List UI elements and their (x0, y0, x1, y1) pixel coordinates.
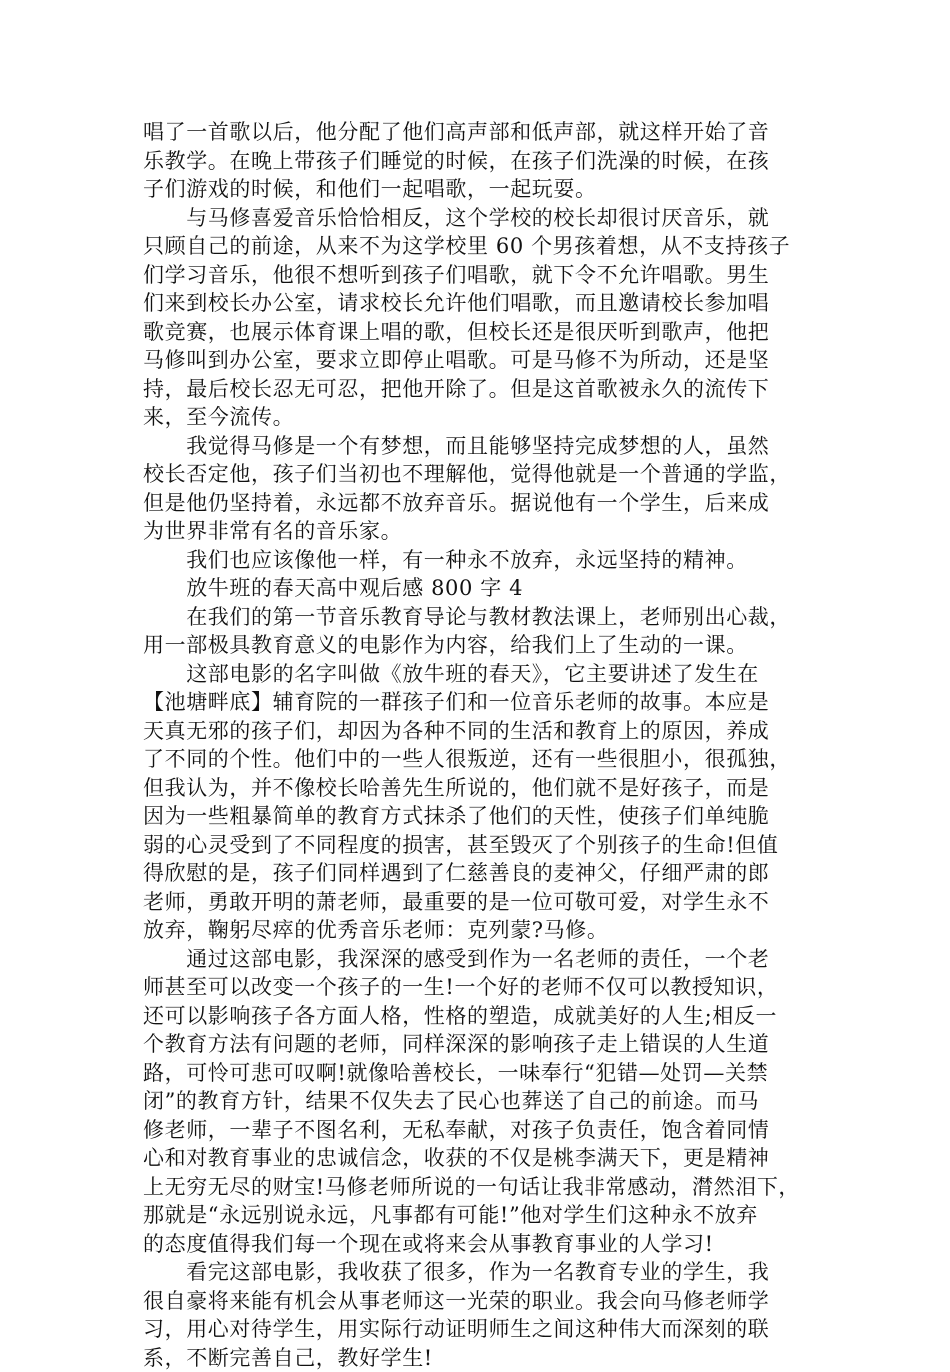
text-line: 老师，勇敢开明的萧老师，最重要的是一位可敬可爱，对学生永不 (143, 888, 813, 917)
text-line: 闭”的教育方针，结果不仅失去了民心也葬送了自己的前途。而马 (143, 1087, 813, 1116)
text-line: 这部电影的名字叫做《放牛班的春天》，它主要讲述了发生在 (143, 660, 813, 689)
text-line: 路，可怜可悲可叹啊!就像哈善校长，一味奉行“犯错—处罚—关禁 (143, 1059, 813, 1088)
text-line: 歌竞赛，也展示体育课上唱的歌，但校长还是很厌听到歌声，他把 (143, 318, 813, 347)
text-line: 习，用心对待学生，用实际行动证明师生之间这种伟大而深刻的联 (143, 1315, 813, 1344)
text-line: 唱了一首歌以后，他分配了他们高声部和低声部，就这样开始了音 (143, 118, 813, 147)
text-line: 用一部极具教育意义的电影作为内容，给我们上了生动的一课。 (143, 631, 813, 660)
text-line: 我觉得马修是一个有梦想，而且能够坚持完成梦想的人，虽然 (143, 432, 813, 461)
text-line: 那就是“永远别说永远，凡事都有可能!”他对学生们这种永不放弃 (143, 1201, 813, 1230)
text-line: 心和对教育事业的忠诚信念，收获的不仅是桃李满天下，更是精神 (143, 1144, 813, 1173)
text-line: 系，不断完善自己，教好学生! (143, 1344, 813, 1372)
text-line: 放牛班的春天高中观后感 800 字 4 (143, 574, 813, 603)
text-line: 只顾自己的前途，从来不为这学校里 60 个男孩着想，从不支持孩子 (143, 232, 813, 261)
text-line: 们来到校长办公室，请求校长允许他们唱歌，而且邀请校长参加唱 (143, 289, 813, 318)
text-line: 乐教学。在晚上带孩子们睡觉的时候，在孩子们洗澡的时候，在孩 (143, 147, 813, 176)
text-line: 但是他仍坚持着，永远都不放弃音乐。据说他有一个学生，后来成 (143, 489, 813, 518)
text-line: 与马修喜爱音乐恰恰相反，这个学校的校长却很讨厌音乐，就 (143, 204, 813, 233)
text-line: 天真无邪的孩子们，却因为各种不同的生活和教育上的原因，养成 (143, 717, 813, 746)
text-line: 为世界非常有名的音乐家。 (143, 517, 813, 546)
text-line: 来，至今流传。 (143, 403, 813, 432)
text-line: 还可以影响孩子各方面人格，性格的塑造，成就美好的人生;相反一 (143, 1002, 813, 1031)
text-line: 我们也应该像他一样，有一种永不放弃，永远坚持的精神。 (143, 546, 813, 575)
document-page (143, 118, 813, 1372)
text-line: 放弃，鞠躬尽瘁的优秀音乐老师：克列蒙?马修。 (143, 916, 813, 945)
text-line: 的态度值得我们每一个现在或将来会从事教育事业的人学习! (143, 1230, 813, 1259)
text-line: 在我们的第一节音乐教育导论与教材教法课上，老师别出心裁， (143, 603, 813, 632)
text-line: 看完这部电影，我收获了很多，作为一名教育专业的学生，我 (143, 1258, 813, 1287)
text-line: 但我认为，并不像校长哈善先生所说的，他们就不是好孩子，而是 (143, 774, 813, 803)
text-line: 师甚至可以改变一个孩子的一生!一个好的老师不仅可以教授知识， (143, 973, 813, 1002)
text-line: 【池塘畔底】辅育院的一群孩子们和一位音乐老师的故事。本应是 (143, 688, 813, 717)
text-line: 子们游戏的时候，和他们一起唱歌，一起玩耍。 (143, 175, 813, 204)
text-line: 弱的心灵受到了不同程度的损害，甚至毁灭了个别孩子的生命!但值 (143, 831, 813, 860)
text-line: 个教育方法有问题的老师，同样深深的影响孩子走上错误的人生道 (143, 1030, 813, 1059)
text-line: 修老师，一辈子不图名利，无私奉献，对孩子负责任，饱含着同情 (143, 1116, 813, 1145)
text-line: 了不同的个性。他们中的一些人很叛逆，还有一些很胆小，很孤独， (143, 745, 813, 774)
text-line: 得欣慰的是，孩子们同样遇到了仁慈善良的麦神父，仔细严肃的郎 (143, 859, 813, 888)
text-line: 们学习音乐，他很不想听到孩子们唱歌，就下令不允许唱歌。男生 (143, 261, 813, 290)
text-line: 持，最后校长忍无可忍，把他开除了。但是这首歌被永久的流传下 (143, 375, 813, 404)
text-line: 通过这部电影，我深深的感受到作为一名老师的责任，一个老 (143, 945, 813, 974)
text-line: 很自豪将来能有机会从事老师这一光荣的职业。我会向马修老师学 (143, 1287, 813, 1316)
text-line: 上无穷无尽的财宝!马修老师所说的一句话让我非常感动，潸然泪下， (143, 1173, 813, 1202)
text-line: 因为一些粗暴简单的教育方式抹杀了他们的天性，使孩子们单纯脆 (143, 802, 813, 831)
text-line: 马修叫到办公室，要求立即停止唱歌。可是马修不为所动，还是坚 (143, 346, 813, 375)
text-line: 校长否定他，孩子们当初也不理解他，觉得他就是一个普通的学监， (143, 460, 813, 489)
